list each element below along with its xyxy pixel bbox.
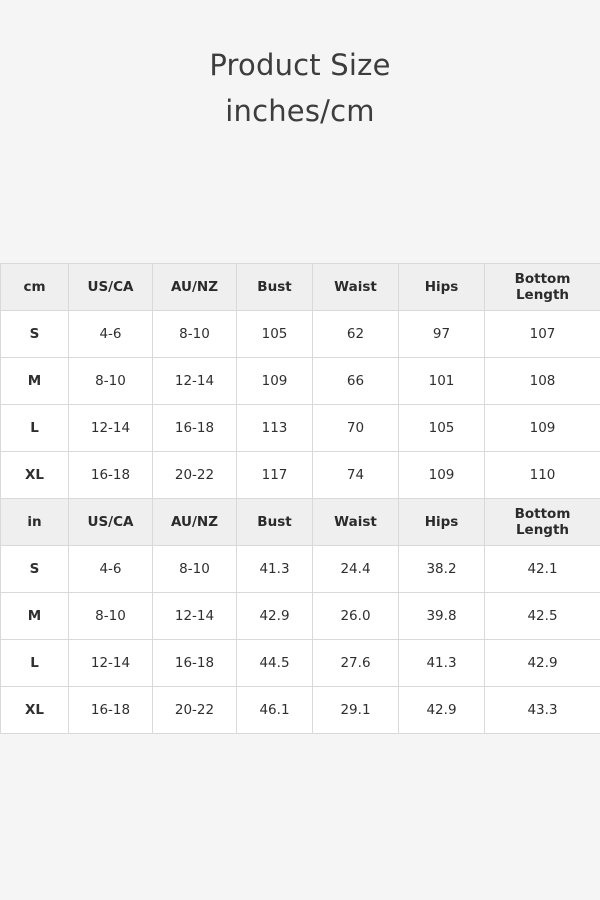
cell-usca: 16-18 — [69, 452, 153, 499]
cell-hips: 105 — [399, 405, 485, 452]
cell-hips: 101 — [399, 358, 485, 405]
size-label: L — [1, 405, 69, 452]
unit-label-cm: cm — [1, 264, 69, 311]
table-row — [1, 358, 600, 405]
cell-hips: 42.9 — [399, 687, 485, 734]
cell-aunz: 16-18 — [153, 640, 237, 687]
cell-hips: 38.2 — [399, 546, 485, 593]
page-title — [0, 0, 600, 134]
cell-hips: 109 — [399, 452, 485, 499]
column-header-usca-in: US/CA — [69, 499, 153, 546]
cell-aunz: 16-18 — [153, 405, 237, 452]
size-label: S — [1, 311, 69, 358]
table-row — [1, 687, 600, 734]
column-header-bust-in: Bust — [237, 499, 313, 546]
cell-aunz: 20-22 — [153, 687, 237, 734]
cell-waist: 29.1 — [313, 687, 399, 734]
cell-bust: 41.3 — [237, 546, 313, 593]
cell-usca: 16-18 — [69, 687, 153, 734]
cell-bottom-length: 42.1 — [485, 546, 600, 593]
cell-bottom-length: 109 — [485, 405, 600, 452]
column-header-bust-cm: Bust — [237, 264, 313, 311]
column-header-aunz-cm: AU/NZ — [153, 264, 237, 311]
cell-aunz: 20-22 — [153, 452, 237, 499]
cell-aunz: 12-14 — [153, 358, 237, 405]
cell-bust: 44.5 — [237, 640, 313, 687]
cell-bust: 113 — [237, 405, 313, 452]
page-title-line-2: inches/cm — [225, 94, 375, 128]
cell-aunz: 8-10 — [153, 546, 237, 593]
table-row — [1, 593, 600, 640]
cell-waist: 74 — [313, 452, 399, 499]
cell-bust: 117 — [237, 452, 313, 499]
cell-usca: 4-6 — [69, 546, 153, 593]
cell-waist: 27.6 — [313, 640, 399, 687]
cell-bottom-length: 110 — [485, 452, 600, 499]
bottom-length-line-2: Length — [515, 522, 570, 538]
size-table-wrapper — [0, 263, 600, 734]
size-label: S — [1, 546, 69, 593]
cell-bottom-length: 108 — [485, 358, 600, 405]
cell-usca: 12-14 — [69, 405, 153, 452]
column-header-hips-cm: Hips — [399, 264, 485, 311]
cell-usca: 8-10 — [69, 593, 153, 640]
cell-bottom-length: 42.5 — [485, 593, 600, 640]
cell-waist: 66 — [313, 358, 399, 405]
bottom-length-line-1: Bottom — [514, 506, 571, 522]
cell-bottom-length: 107 — [485, 311, 600, 358]
cell-bust: 109 — [237, 358, 313, 405]
cell-bust: 46.1 — [237, 687, 313, 734]
page-title-line-1: Product Size — [209, 48, 391, 82]
table-row — [1, 640, 600, 687]
size-label: XL — [1, 452, 69, 499]
cell-waist: 62 — [313, 311, 399, 358]
size-label: M — [1, 593, 69, 640]
cell-usca: 8-10 — [69, 358, 153, 405]
cell-hips: 97 — [399, 311, 485, 358]
column-header-bottom-length-in — [485, 499, 600, 546]
size-label: M — [1, 358, 69, 405]
table-row — [1, 546, 600, 593]
cell-aunz: 8-10 — [153, 311, 237, 358]
size-label: L — [1, 640, 69, 687]
cell-bottom-length: 42.9 — [485, 640, 600, 687]
cell-usca: 12-14 — [69, 640, 153, 687]
cell-waist: 24.4 — [313, 546, 399, 593]
size-label: XL — [1, 687, 69, 734]
cell-usca: 4-6 — [69, 311, 153, 358]
cell-bottom-length: 43.3 — [485, 687, 600, 734]
column-header-hips-in: Hips — [399, 499, 485, 546]
column-header-waist-cm: Waist — [313, 264, 399, 311]
bottom-length-line-2: Length — [515, 287, 570, 303]
cell-hips: 41.3 — [399, 640, 485, 687]
cell-waist: 26.0 — [313, 593, 399, 640]
cell-waist: 70 — [313, 405, 399, 452]
column-header-bottom-length-cm — [485, 264, 600, 311]
table-row — [1, 405, 600, 452]
table-header-row-in — [1, 499, 600, 546]
table-row — [1, 311, 600, 358]
column-header-aunz-in: AU/NZ — [153, 499, 237, 546]
column-header-waist-in: Waist — [313, 499, 399, 546]
cell-bust: 105 — [237, 311, 313, 358]
unit-label-in: in — [1, 499, 69, 546]
size-table — [0, 263, 600, 734]
column-header-usca-cm: US/CA — [69, 264, 153, 311]
cell-aunz: 12-14 — [153, 593, 237, 640]
table-row — [1, 452, 600, 499]
bottom-length-line-1: Bottom — [514, 271, 571, 287]
table-header-row-cm — [1, 264, 600, 311]
cell-bust: 42.9 — [237, 593, 313, 640]
cell-hips: 39.8 — [399, 593, 485, 640]
